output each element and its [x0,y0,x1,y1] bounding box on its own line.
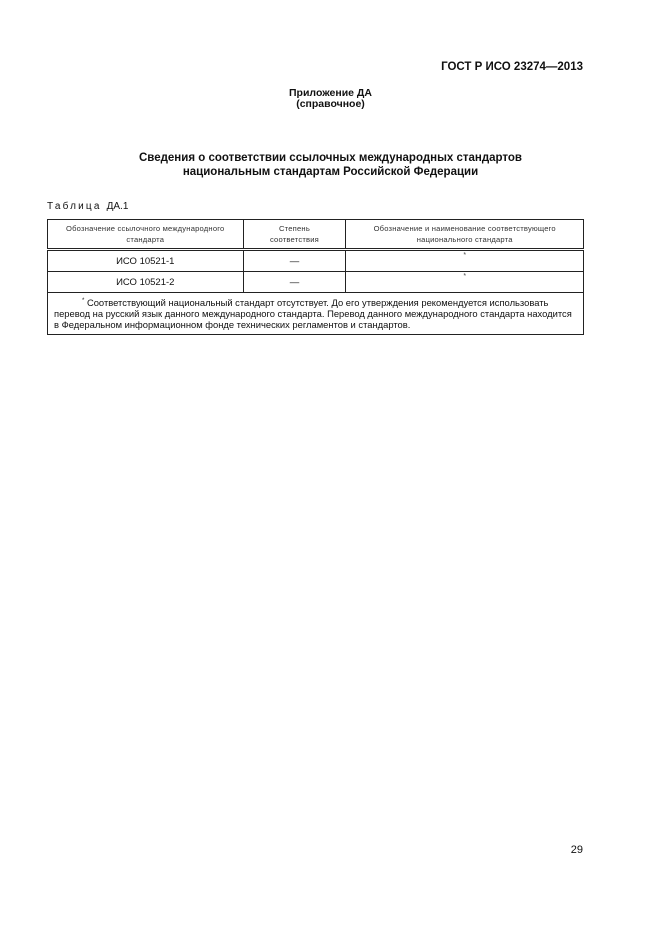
column-header-degree: Степень соответствия [243,220,346,250]
footnote-marker: * [82,298,85,304]
column-header-reference: Обозначение ссылочного международного стандарта [48,220,244,250]
page-number: 29 [570,844,583,856]
column-header-national: Обозначение и наименование соответствующего национального стандарта [346,220,584,250]
table-footnote [48,293,584,335]
cell-reference: ИСО 10521-2 [48,272,244,293]
correspondence-table [47,219,584,335]
annex-title: Приложение ДА [289,87,372,99]
table-row [48,250,584,272]
cell-national: * [346,250,584,272]
section-heading [0,151,661,179]
section-heading-line-2: национальным стандартам Российской Федерации [182,166,479,178]
table-header-row [48,220,584,250]
table-label [47,201,128,212]
document-code: ГОСТ Р ИСО 23274—2013 [441,61,583,73]
section-heading-line-1: Сведения о соответствии ссылочных международных стандартов [138,152,522,164]
table-row [48,272,584,293]
annex-subtitle: (справочное) [296,98,365,110]
cell-degree: — [243,250,346,272]
cell-reference: ИСО 10521-1 [48,250,244,272]
table-footnote-row [48,293,584,335]
cell-degree: — [243,272,346,293]
cell-national: * [346,272,584,293]
footnote-text: Соответствующий национальный стандарт отсутствует. До его утверждения рекомендуется использовать перевод на русский язык данного международного стандарта. Перевод данного международного стандарта находится в Федеральном информационном фонде технических регламентов и стандартов. [54,297,572,330]
table-label-word: Таблица [47,201,102,212]
table-label-number: ДА.1 [106,201,129,212]
